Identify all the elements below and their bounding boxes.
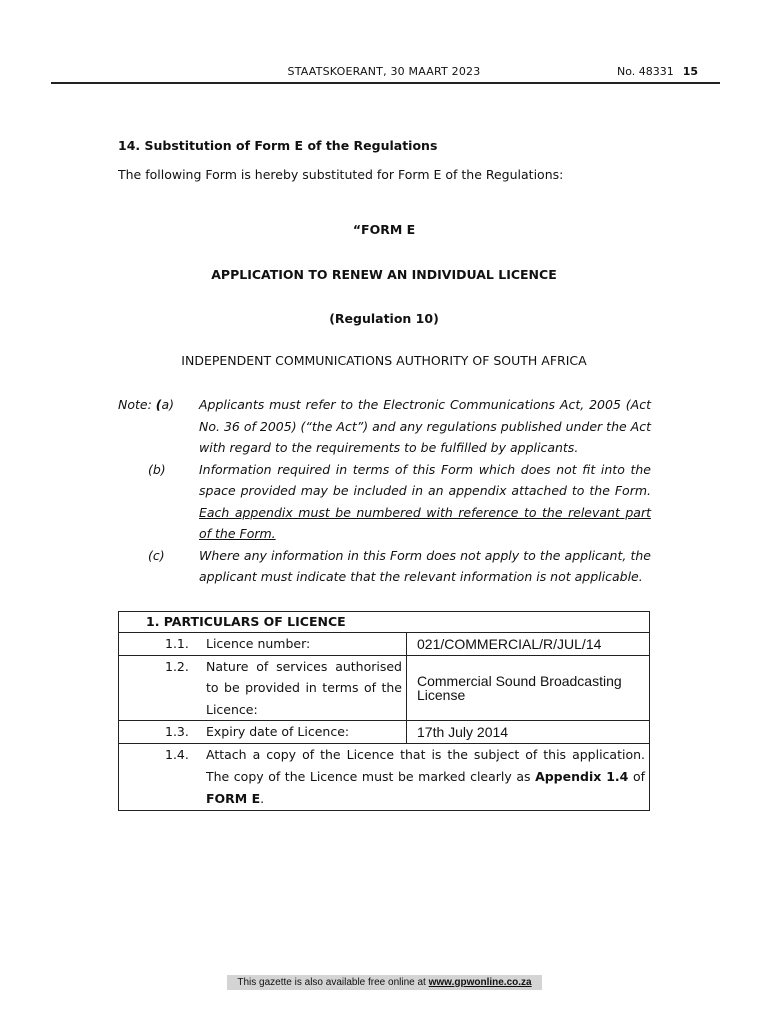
header-rule xyxy=(51,82,720,84)
gazette-number: No. 48331 xyxy=(617,65,674,78)
row-full-cell xyxy=(119,743,650,810)
footer-link[interactable]: www.gpwonline.co.za xyxy=(428,977,532,988)
note-b-underlined: Each appendix must be numbered with reference to the relevant part of the Form. xyxy=(199,504,651,541)
expiry-date-value: 17th July 2014 xyxy=(407,721,650,744)
row-label: Expiry date of Licence: xyxy=(206,724,350,739)
note-a-letter: a) xyxy=(161,397,175,412)
row-label-cell xyxy=(119,655,407,721)
section-heading: 14. Substitution of Form E of the Regulations xyxy=(118,138,438,153)
note-c-text: Where any information in this Form does not apply to the applicant, the applicant must indicate that the relevant information is not applicable. xyxy=(199,547,651,584)
licence-number-value: 021/COMMERCIAL/R/JUL/14 xyxy=(407,633,650,656)
table-title-row xyxy=(119,612,650,633)
table-row xyxy=(119,721,650,744)
footer-text: This gazette is also available free online at xyxy=(237,977,429,988)
note-a-text: Applicants must refer to the Electronic Communications Act, 2005 (Act No. 36 of 2005) (“the Act”) and any regulations published under the Act with regard to the requirements to be fulfilled by applicants. xyxy=(199,397,651,455)
row-number: 1.4. xyxy=(165,746,189,762)
table-row xyxy=(119,743,650,810)
authority-name: INDEPENDENT COMMUNICATIONS AUTHORITY OF SOUTH AFRICA xyxy=(181,353,587,368)
note-b xyxy=(118,459,651,545)
note-b-label: (b) xyxy=(148,461,166,477)
form-regulation: (Regulation 10) xyxy=(329,311,439,326)
attach-instruction xyxy=(119,744,649,810)
services-value: Commercial Sound Broadcasting License xyxy=(407,655,650,721)
note-a-label xyxy=(118,394,174,416)
gazette-title: STAATSKOERANT, 30 MAART 2023 xyxy=(287,65,481,78)
table-row xyxy=(119,655,650,721)
row-number: 1.2. xyxy=(165,658,189,674)
form-label: “FORM E xyxy=(352,222,416,237)
row-number: 1.1. xyxy=(165,636,189,651)
attach-end: . xyxy=(260,790,265,806)
note-c xyxy=(118,545,651,588)
attach-text: Attach a copy of the Licence that is the subject of this application. The copy of the Licence must be marked clearly as xyxy=(206,746,645,784)
page-number: 15 xyxy=(682,65,699,78)
form-title: APPLICATION TO RENEW AN INDIVIDUAL LICENCE xyxy=(211,267,557,282)
notes-block xyxy=(118,394,651,588)
note-prefix: Note: xyxy=(118,397,156,412)
table-row xyxy=(119,633,650,656)
table-title: 1. PARTICULARS OF LICENCE xyxy=(119,612,650,633)
note-b-text-block xyxy=(199,459,651,545)
attach-of: of xyxy=(628,768,645,784)
row-label-cell xyxy=(119,721,407,744)
row-number: 1.3. xyxy=(165,724,189,739)
note-c-label: (c) xyxy=(148,547,165,563)
row-label: Nature of services authorised to be provided in terms of the Licence: xyxy=(206,658,402,717)
particulars-table xyxy=(118,611,650,811)
gazette-number-block xyxy=(617,65,698,78)
note-b-text: Information required in terms of this Form which does not fit into the space provided may be included in an appendix attached to the Form. xyxy=(199,461,651,498)
note-a xyxy=(118,394,651,459)
note-open-paren: ( xyxy=(155,397,162,412)
row-label-cell xyxy=(119,633,407,656)
footer-banner xyxy=(227,975,542,990)
section-intro: The following Form is hereby substituted for Form E of the Regulations: xyxy=(118,167,564,182)
appendix-ref: Appendix 1.4 xyxy=(535,768,629,784)
row-label: Licence number: xyxy=(206,636,311,651)
form-ref: FORM E xyxy=(206,790,261,806)
